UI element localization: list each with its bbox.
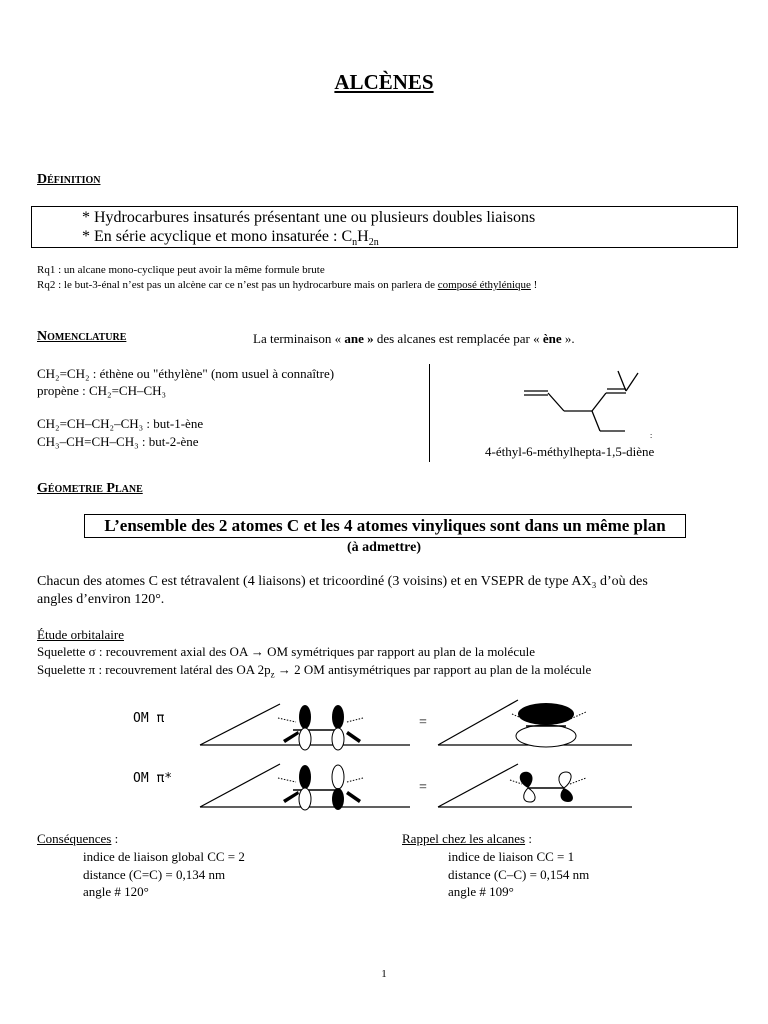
vsepr-paragraph-line-1: Chacun des atomes C est tétravalent (4 liaisons) et tricoordiné (3 voisins) et en VSEPR de type AX₃ d’où des (37, 574, 648, 589)
orbital-study-heading: Étude orbitalaire (37, 627, 124, 642)
consequences-line-1: indice de liaison global CC = 2 (83, 849, 245, 864)
rappel-line-1: indice de liaison CC = 1 (448, 849, 575, 864)
geometrie-heading: Géometrie Plane (37, 481, 143, 496)
om-pi-label: OM π (133, 711, 165, 726)
admit-note: (à admettre) (347, 540, 421, 555)
definition-box (31, 206, 738, 248)
equals-sign-pi: = (419, 715, 427, 730)
plane-statement-box: L’ensemble des 2 atomes C et les 4 atomes vinyliques sont dans un même plan (84, 514, 686, 538)
formula-cnh2n: $C_nH_{2n}$ (341, 228, 379, 249)
om-pi-diagram-right (436, 690, 636, 752)
om-pi-star-diagram-right (436, 760, 636, 812)
nomenclature-rule: La terminaison « ane » des alcanes est remplacée par « ène ». (253, 331, 575, 346)
rappel-heading: Rappel chez les alcanes : (402, 831, 532, 846)
compose-ethylenique: composé éthylénique (437, 279, 531, 291)
molecule-colon-mark: : (650, 431, 653, 440)
nomenclature-heading: Nomenclature (37, 329, 127, 344)
equals-sign-pi-star: = (419, 780, 427, 795)
example-propene: propène : CH₂=CH–CH₃ (37, 383, 167, 398)
molecule-name: 4-éthyl-6-méthylhepta-1,5-diène (485, 444, 655, 459)
example-but-1-ene: CH₂=CH–CH₂–CH₃ : but-1-ène (37, 416, 204, 431)
om-pi-star-diagram-left (198, 760, 413, 812)
consequences-heading: Conséquences : (37, 831, 119, 846)
example-but-2-ene: CH₃–CH=CH–CH₃ : but-2-ène (37, 434, 199, 449)
consequences-line-3: angle # 120° (83, 884, 149, 899)
page-number: 1 (381, 968, 387, 980)
remark-2: Rq2 : le but-3-énal n’est pas un alcène car ce n’est pas un hydrocarbure mais on parlera de composé éthylénique ! (37, 279, 538, 291)
rappel-line-2: distance (C–C) = 0,154 nm (448, 867, 590, 882)
consequences-line-2: distance (C=C) = 0,134 nm (83, 867, 226, 882)
definition-line-2 (82, 228, 379, 248)
sigma-skeleton-line: Squelette σ : recouvrement axial des OA → OM symétriques par rapport au plan de la molécule (37, 644, 535, 659)
example-ethene: CH₂=CH₂ : éthène ou "éthylène" (nom usuel à connaître) (37, 366, 335, 381)
om-pi-diagram-left (198, 700, 413, 750)
page-title: ALCÈNES (334, 70, 434, 94)
rappel-line-3: angle # 109° (448, 884, 514, 899)
remark-1: Rq1 : un alcane mono-cyclique peut avoir la même formule brute (37, 264, 325, 276)
definition-line-1: * Hydrocarbures insaturés présentant une ou plusieurs doubles liaisons (82, 209, 536, 226)
definition-line-2-text: * En série acyclique et mono insaturée : (82, 228, 342, 245)
om-pi-star-label: OM π* (133, 771, 173, 786)
definition-heading: Définition (37, 172, 101, 187)
nomenclature-divider (429, 364, 430, 462)
molecule-skeletal-formula (520, 368, 653, 440)
vsepr-paragraph-line-2: angles d’environ 120°. (37, 592, 165, 607)
pi-skeleton-line: Squelette π : recouvrement latéral des OA $2p_z \to 2$ OM antisymétriques par rapport au plan de la molécule (37, 662, 592, 680)
